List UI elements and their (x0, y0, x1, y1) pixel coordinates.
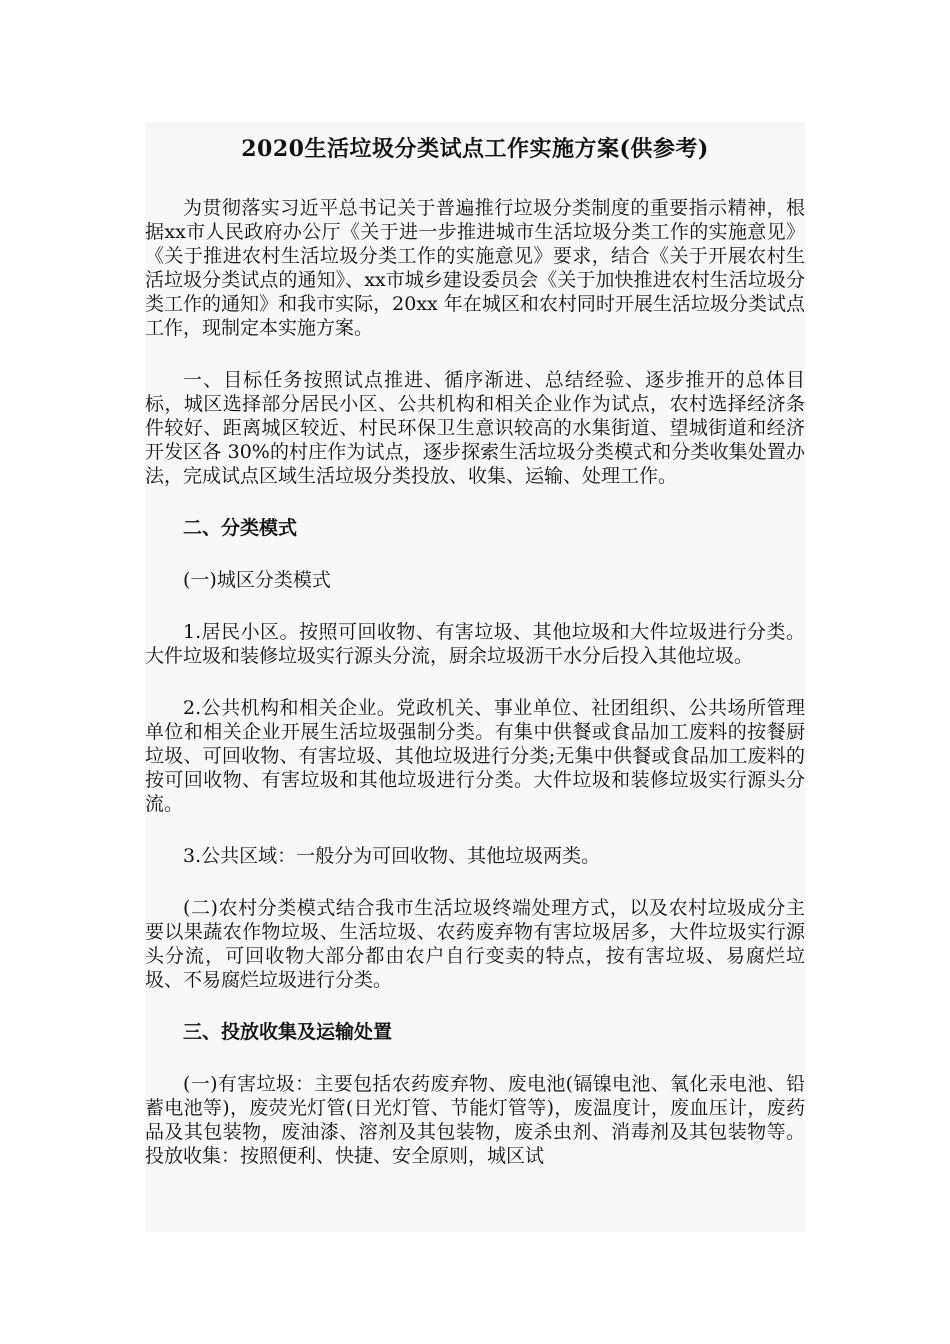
paragraph-public-areas: 3.公共区域：一般分为可回收物、其他垃圾两类。 (183, 845, 601, 867)
paragraph-rural-model: (二)农村分类模式结合我市生活垃圾终端处理方式，以及农村垃圾成分主要以果蔬农作物垃圾、生活垃圾、农药废弃物有害垃圾居多，大件垃圾实行源头分流，可回收物大部分都由农户自行变卖的特点，按有害垃圾、易腐烂垃圾、不易腐烂垃圾进行分类。 (145, 897, 805, 991)
paragraph-hazardous-waste: (一)有害垃圾：主要包括农药废弃物、废电池(镉镍电池、氧化汞电池、铅蓄电池等)，废荧光灯管(日光灯管、节能灯管等)，废温度计，废血压计，废药品及其包装物，废油漆、溶剂及其包装物，废杀虫剂、消毒剂及其包装物等。投放收集：按照便利、快捷、安全原则，城区试 (145, 1073, 805, 1167)
subsection-urban-model: (一)城区分类模式 (183, 569, 331, 591)
paragraph-intro: 为贯彻落实习近平总书记关于普遍推行垃圾分类制度的重要指示精神，根据xx市人民政府办公厅《关于进一步推进城市生活垃圾分类工作的实施意见》《关于推进农村生活垃圾分类工作的实施意见》要求，结合《关于开展农村生活垃圾分类试点的通知》、xx市城乡建设委员会《关于加快推进农村生活垃圾分类工作的通知》和我市实际，20xx 年在城区和农村同时开展生活垃圾分类试点工作，现制定本实施方案。 (145, 197, 805, 339)
paragraph-residential: 1.居民小区。按照可回收物、有害垃圾、其他垃圾和大件垃圾进行分类。大件垃圾和装修垃圾实行源头分流，厨余垃圾沥干水分后投入其他垃圾。 (145, 621, 805, 667)
section-heading-collection: 三、投放收集及运输处置 (183, 1021, 393, 1043)
paragraph-public-institutions: 2.公共机构和相关企业。党政机关、事业单位、社团组织、公共场所管理单位和相关企业开展生活垃圾强制分类。有集中供餐或食品加工废料的按餐厨垃圾、可回收物、有害垃圾、其他垃圾进行分类;无集中供餐或食品加工废料的按可回收物、有害垃圾和其他垃圾进行分类。大件垃圾和装修垃圾实行源头分流。 (145, 697, 805, 815)
paragraph-goals: 一、目标任务按照试点推进、循序渐进、总结经验、逐步推开的总体目标，城区选择部分居民小区、公共机构和相关企业作为试点，农村选择经济条件较好、距离城区较近、村民环保卫生意识较高的水集街道、望城街道和经济开发区各 30%的村庄作为试点，逐步探索生活垃圾分类模式和分类收集处置办法，完成试点区域生活垃圾分类投放、收集、运输、处理工作。 (145, 369, 805, 487)
document-body (145, 122, 805, 1232)
section-heading-classification: 二、分类模式 (183, 517, 298, 539)
document-title: 2020生活垃圾分类试点工作实施方案(供参考) (241, 136, 709, 162)
